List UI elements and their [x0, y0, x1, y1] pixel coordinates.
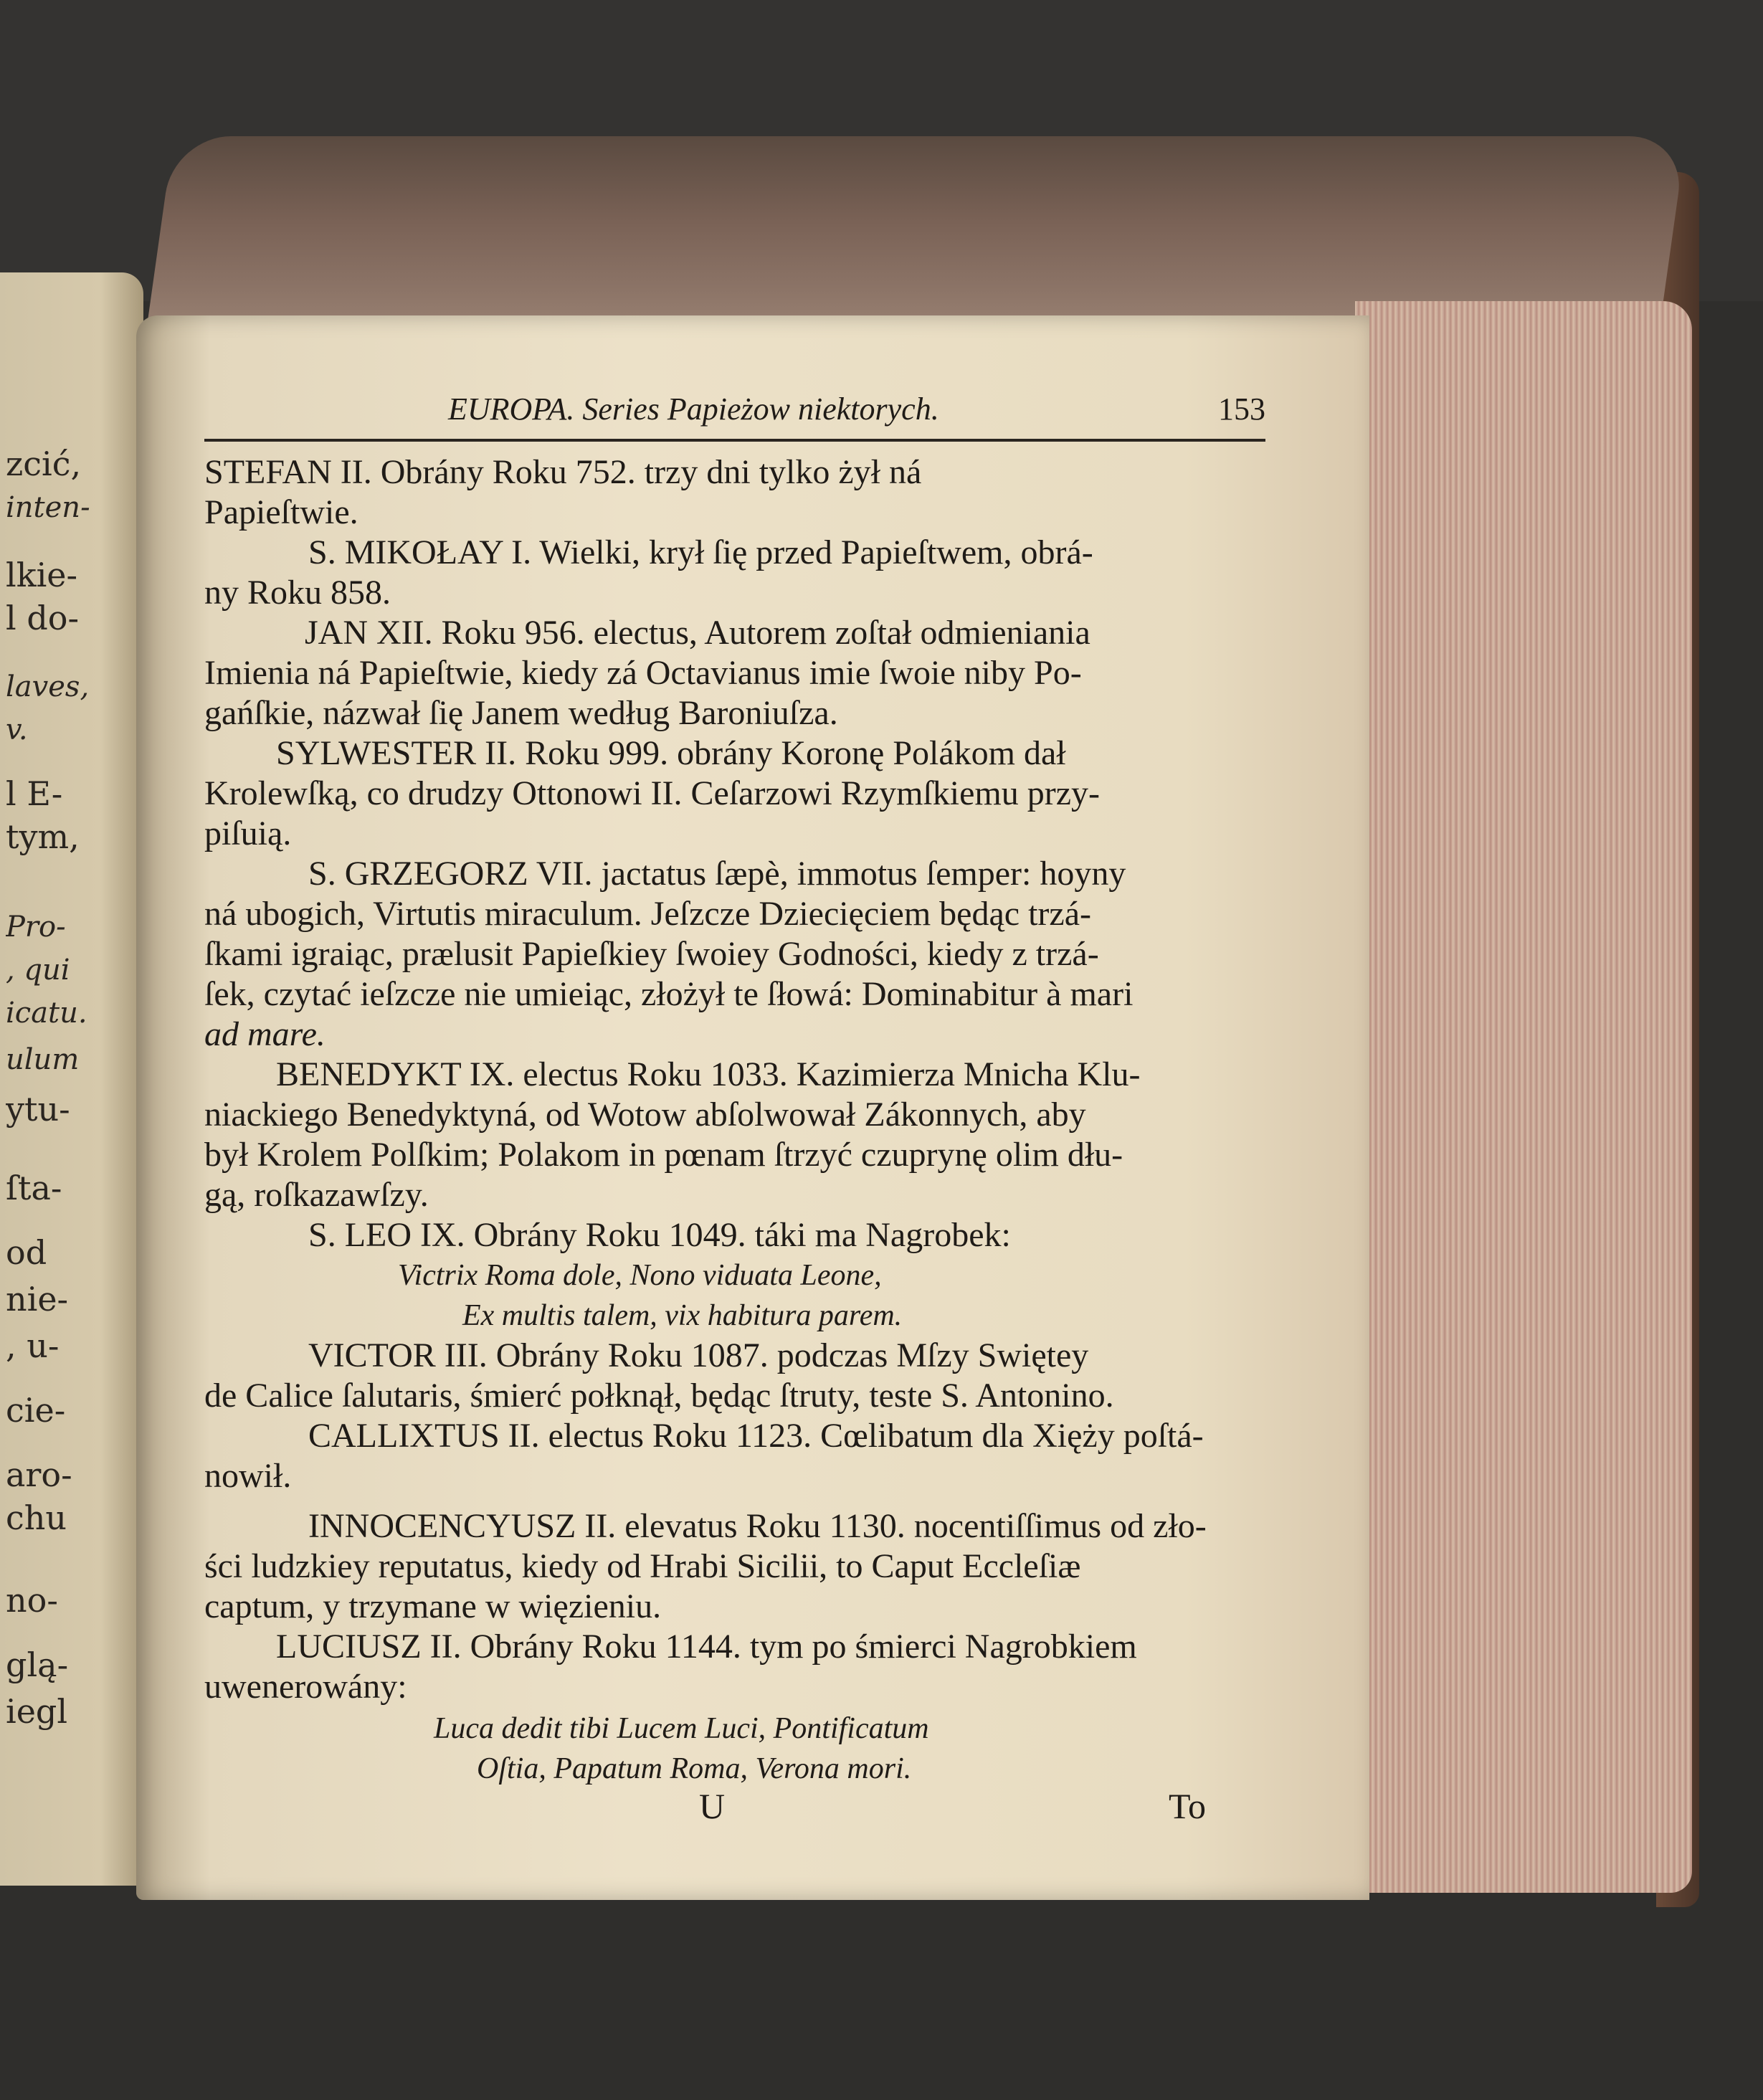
text-line: Papieſtwie. [204, 493, 358, 531]
text-line: ná ubogich, Virtutis miraculum. Jeſzcze Dziecięciem będąc trzá- [204, 895, 1092, 933]
left-fragment: tym, [6, 817, 80, 856]
left-fragment: no- [6, 1581, 58, 1620]
text-line: Krolewſką, co drudzy Ottonowi II. Ceſarzowi Rzymſkiemu przy- [204, 774, 1100, 812]
text-line: ſek, czytać ieſzcze nie umieiąc, złożył te ſłowá: Dominabitur à mari [204, 975, 1134, 1013]
text-line: captum, y trzymane w więzieniu. [204, 1587, 662, 1625]
left-fragment: zcić, [6, 445, 82, 483]
text-line: S. MIKOŁAY I. Wielki, krył ſię przed Papieſtwem, obrá- [308, 533, 1093, 571]
left-fragment: cie- [6, 1391, 66, 1430]
text-line: piſuią. [204, 814, 292, 852]
epitaph-line: Ex multis talem, vix habitura parem. [462, 1299, 903, 1332]
text-line: ny Roku 858. [204, 574, 391, 612]
left-fragment: , qui [6, 954, 70, 987]
left-fragment: ſta- [6, 1169, 62, 1207]
text-line: LUCIUSZ II. Obrány Roku 1144. tym po śmierci Nagrobkiem [276, 1628, 1137, 1666]
text-line: de Calice ſalutaris, śmierć połknął, będąc ſtruty, teste S. Antonino. [204, 1377, 1114, 1415]
text-line: S. LEO IX. Obrány Roku 1049. táki ma Nagrobek: [308, 1216, 1011, 1254]
running-title: EUROPA. Series Papieżow niektorych. [448, 391, 939, 427]
text-line: uwenerowány: [204, 1668, 407, 1706]
text-line: STEFAN II. Obrány Roku 752. trzy dni tylko żył ná [204, 453, 922, 491]
left-fragment: icatu. [6, 997, 87, 1030]
signature-mark: U [699, 1786, 726, 1826]
text-line: gą, roſkazawſzy. [204, 1176, 429, 1214]
epitaph-line: Luca dedit tibi Lucem Luci, Pontificatum [434, 1712, 929, 1745]
page-number: 153 [1218, 391, 1265, 427]
text-line: ad mare. [204, 1015, 325, 1053]
left-fragment: ytu- [6, 1090, 70, 1129]
text-line: Imienia ná Papieſtwie, kiedy zá Octavianus imie ſwoie niby Po- [204, 654, 1082, 692]
text-line: INNOCENCYUSZ II. elevatus Roku 1130. nocentiſſimus od zło- [308, 1507, 1207, 1545]
text-line: CALLIXTUS II. electus Roku 1123. Cœlibatum dla Xięży poſtá- [308, 1417, 1204, 1455]
left-fragment: chu [6, 1498, 67, 1537]
left-fragment: lkie- [6, 556, 78, 594]
left-fragment: l do- [6, 599, 80, 637]
text-line: JAN XII. Roku 956. electus, Autorem zoſtał odmieniania [305, 614, 1090, 652]
page-block-fore-edge [1355, 301, 1692, 1893]
header-rule [204, 439, 1265, 442]
text-line: S. GRZEGORZ VII. jactatus ſæpè, immotus ſemper: hoyny [308, 855, 1126, 893]
left-fragment: nie- [6, 1280, 69, 1319]
catchword: To [1169, 1786, 1207, 1826]
text-line: ſkami igraiąc, prælusit Papieſkiey ſwoiey Godności, kiedy z trzá- [204, 935, 1099, 973]
left-fragment: ulum [6, 1043, 80, 1076]
text-line: SYLWESTER II. Roku 999. obrány Koronę Polákom dał [276, 734, 1066, 772]
left-fragment: laves, [6, 670, 90, 703]
left-fragment: iegl [6, 1692, 68, 1731]
left-fragment: v. [6, 713, 28, 746]
left-fragment: , u- [6, 1326, 60, 1365]
text-line: był Krolem Polſkim; Polakom in pœnam ſtrzyć czuprynę olim dłu- [204, 1136, 1123, 1174]
text-line: nowił. [204, 1457, 292, 1495]
left-fragment: inten- [6, 491, 90, 524]
epitaph-line: Victrix Roma dole, Nono viduata Leone, [398, 1259, 882, 1292]
text-line: niackiego Benedyktyná, od Wotow abſolwował Zákonnych, aby [204, 1096, 1086, 1134]
facing-page-left [0, 272, 143, 1886]
text-line: BENEDYKT IX. electus Roku 1033. Kazimierza Mnicha Klu- [276, 1055, 1141, 1093]
left-fragment: od [6, 1233, 47, 1272]
epitaph-line: Oſtia, Papatum Roma, Verona mori. [477, 1752, 912, 1785]
running-header [448, 391, 1287, 434]
text-line: ści ludzkiey reputatus, kiedy od Hrabi Sicilii, to Caput Eccleſiæ [204, 1547, 1081, 1585]
text-line: VICTOR III. Obrány Roku 1087. podczas Mſzy Swiętey [308, 1336, 1089, 1374]
left-fragment: glą- [6, 1645, 69, 1684]
text-line: gańſkie, názwał ſię Janem według Baroniuſza. [204, 694, 838, 732]
left-fragment: l E- [6, 774, 63, 813]
left-fragment: aro- [6, 1455, 72, 1494]
left-fragment: Pro- [6, 911, 66, 944]
